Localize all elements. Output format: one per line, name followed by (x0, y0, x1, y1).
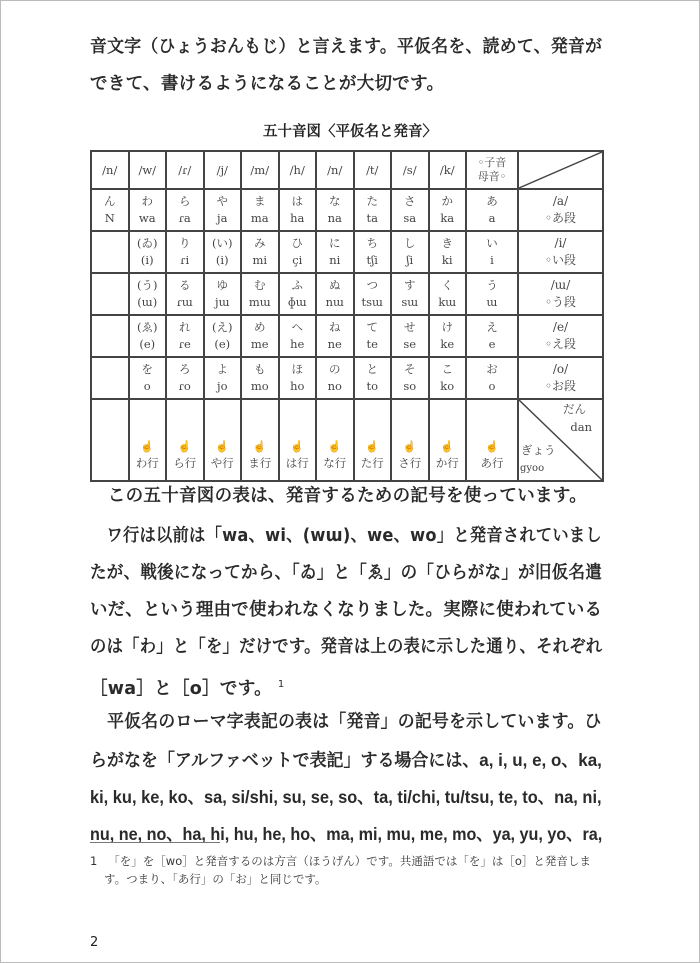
romaji: ɯ (486, 295, 498, 309)
romaji: ʃi (406, 253, 414, 267)
kana: も (254, 362, 266, 376)
pointing-hand-icon: ☝ (252, 440, 267, 453)
gyou-cell (354, 399, 392, 481)
body-line (90, 785, 602, 809)
consonant-header: /j/ (204, 151, 242, 189)
vowel: /o/ (552, 362, 569, 376)
body-text: いだ、という理由で使われなくなりました。実際に使われている (90, 600, 603, 620)
kana-cell (166, 273, 204, 315)
consonant-label: ◦子音 (477, 156, 507, 169)
body-text: 平仮名のローマ字表記の表は「発音」の記号を示しています。ひ (90, 712, 602, 732)
kana: (い) (212, 236, 233, 250)
kana-cell (91, 273, 129, 315)
body-text: ［wa］と［o］です。 (90, 678, 272, 699)
gyou-label: な行 (323, 456, 347, 470)
kana-cell (391, 273, 429, 315)
vowel-cell (518, 315, 603, 357)
vowel: /ɯ/ (550, 278, 571, 292)
vowel-label: 母音◦ (477, 170, 507, 183)
romaji: ɾe (178, 337, 191, 351)
kana-cell (466, 231, 518, 273)
kana: く (441, 278, 453, 292)
pointing-hand-icon: ☝ (485, 440, 499, 453)
kana: い (486, 236, 498, 250)
intro-line-1 (90, 35, 602, 59)
kana: ふ (291, 278, 303, 292)
vowel: /i/ (554, 236, 567, 250)
table-row (91, 357, 603, 399)
romaji: ɾa (178, 211, 191, 225)
romaji: ke (440, 337, 455, 351)
dan: ◦あ段 (544, 211, 577, 225)
footnote-number: 1 (90, 854, 98, 868)
romaji: sa (403, 211, 417, 225)
kana-cell (129, 231, 167, 273)
pointing-hand-icon: ☝ (402, 440, 417, 453)
gyou-label: さ行 (398, 456, 422, 470)
kana: め (254, 320, 266, 334)
romaji: ka (440, 211, 455, 225)
kana: よ (216, 362, 228, 376)
gyou-label: わ行 (135, 456, 159, 470)
romaji: jo (217, 379, 228, 393)
kana-cell (91, 315, 129, 357)
body-line (90, 484, 587, 508)
pointing-hand-icon: ☝ (327, 440, 342, 453)
footnote-rule (90, 842, 220, 843)
body-line (90, 710, 602, 734)
romaji: ho (290, 379, 305, 393)
dan: ◦い段 (544, 253, 577, 267)
kana: そ (404, 362, 416, 376)
kana-cell (429, 231, 467, 273)
gyou-cell (166, 399, 204, 481)
romaji: tʃi (366, 253, 378, 267)
vowel: /e/ (552, 320, 569, 334)
kana-cell (466, 315, 518, 357)
kana-cell (354, 273, 392, 315)
kana-cell (354, 315, 392, 357)
kana-cell (166, 231, 204, 273)
kana-cell (429, 315, 467, 357)
kana: の (329, 362, 341, 376)
gyou-cell (91, 399, 129, 481)
kana: ぬ (329, 278, 341, 292)
consonant-header: /n/ (91, 151, 129, 189)
romaji: ma (250, 211, 269, 225)
footnote (90, 853, 591, 869)
kana-cell (316, 231, 354, 273)
kana: て (366, 320, 378, 334)
kana-cell (166, 357, 204, 399)
romaji: o (488, 379, 496, 393)
kana-cell (316, 273, 354, 315)
kana-cell (204, 357, 242, 399)
dan: ◦お段 (544, 379, 577, 393)
gyou-cell (241, 399, 279, 481)
body-text: たが、戦後になってから、「ゐ」と「ゑ」の「ひらがな」が旧仮名遣 (90, 563, 603, 583)
dan-gyou-cell (518, 399, 603, 481)
romaji: ko (440, 379, 455, 393)
table-caption: 五十音図〈平仮名と発音〉 (263, 124, 437, 140)
dan-label: だん (563, 402, 586, 416)
body-line (90, 561, 602, 585)
kana: ね (329, 320, 341, 334)
kana-cell (241, 189, 279, 231)
body-text: nu, ne, no、ha, hi, hu, he, ho、ma, mi, mu, me, mo、ya, yu, yo、ra, (90, 824, 603, 844)
gyou-label: あ行 (480, 456, 504, 470)
romaji: ja (217, 211, 228, 225)
consonant-header: /h/ (279, 151, 317, 189)
kana-cell (204, 189, 242, 231)
pointing-hand-icon: ☝ (177, 440, 192, 453)
body-line (90, 635, 602, 659)
kana-cell (429, 273, 467, 315)
dan: ◦え段 (544, 337, 577, 351)
romaji: so (403, 379, 417, 393)
kana-cell (354, 189, 392, 231)
consonant-header: /ɾ/ (166, 151, 204, 189)
consonant-header: /w/ (129, 151, 167, 189)
kana-cell (391, 357, 429, 399)
kana: ら (179, 194, 191, 208)
romaji: me (250, 337, 269, 351)
gyou-cell (391, 399, 429, 481)
romaji: ki (441, 253, 453, 267)
kana-cell (391, 189, 429, 231)
gojuon-table (90, 150, 604, 482)
pointing-hand-icon: ☝ (290, 440, 305, 453)
footnote-line-1: 「を」を［wo］と発音するのは方言（ほうげん）です。共通語では「を」は［o］と発音しま (108, 854, 591, 868)
romaji: o (143, 379, 151, 393)
kana: れ (179, 320, 191, 334)
kana-cell (429, 189, 467, 231)
vowel-cell (518, 231, 603, 273)
kana: ろ (179, 362, 191, 376)
kana-cell (466, 273, 518, 315)
romaji: ɸɯ (287, 295, 307, 309)
kana: こ (441, 362, 453, 376)
kana: ほ (291, 362, 303, 376)
vowel-cell (518, 357, 603, 399)
romaji: ɾi (180, 253, 190, 267)
body-line (90, 524, 602, 548)
kana-cell (316, 315, 354, 357)
kana-cell (391, 315, 429, 357)
consonant-header: /s/ (391, 151, 429, 189)
body-text: のは「わ」と「を」だけです。発音は上の表に示した通り、それぞれ (90, 637, 603, 657)
pointing-hand-icon: ☝ (140, 440, 155, 453)
romaji: i (490, 253, 494, 267)
vowel-cell (518, 189, 603, 231)
kana-cell (204, 273, 242, 315)
kana: う (486, 278, 498, 292)
romaji: tsɯ (361, 295, 383, 309)
gyou-cell (204, 399, 242, 481)
dan-romaji: dan (570, 420, 592, 434)
kana-cell (316, 357, 354, 399)
romaji: jɯ (215, 295, 230, 309)
kana-cell (129, 357, 167, 399)
romaji: çi (292, 253, 303, 267)
romaji: se (403, 337, 417, 351)
body-line (90, 673, 285, 701)
romaji: nɯ (325, 295, 344, 309)
kana-cell (241, 315, 279, 357)
kana-cell (429, 357, 467, 399)
romaji: (ɯ) (137, 295, 158, 309)
romaji: (e) (139, 337, 156, 351)
kana: と (366, 362, 378, 376)
kana-cell (204, 315, 242, 357)
kana: せ (404, 320, 416, 334)
gyou-cell (316, 399, 354, 481)
kana-cell (91, 357, 129, 399)
kana: み (254, 236, 266, 250)
romaji: mo (250, 379, 269, 393)
kana: な (329, 194, 341, 208)
gyou-label: た行 (360, 456, 384, 470)
kana: る (179, 278, 191, 292)
gyou-romaji: gyoo (520, 463, 545, 474)
romaji: mɯ (248, 295, 271, 309)
pointing-hand-icon: ☝ (365, 440, 380, 453)
kana: り (179, 236, 191, 250)
kana: ゆ (216, 278, 228, 292)
pointing-hand-icon: ☝ (440, 440, 455, 453)
kana: ひ (291, 236, 303, 250)
kana-cell (279, 273, 317, 315)
kana: え (486, 320, 498, 334)
romaji: a (488, 211, 496, 225)
kana-cell (279, 189, 317, 231)
romaji: ha (290, 211, 305, 225)
romaji: N (104, 211, 115, 225)
kana-cell (129, 273, 167, 315)
kana-cell (204, 231, 242, 273)
pointing-hand-icon: ☝ (215, 440, 230, 453)
kana: (え) (212, 320, 233, 334)
header-row (91, 151, 603, 189)
kana-cell (129, 189, 167, 231)
body-text: ki, ku, ke, ko、sa, si/shi, su, se, so、ta, ti/chi, tu/tsu, te, to、na, ni, (90, 787, 602, 807)
kana: ま (254, 194, 266, 208)
kana: (ゐ) (137, 236, 158, 250)
kana-cell (279, 357, 317, 399)
kana: お (486, 362, 498, 376)
kana: や (216, 194, 228, 208)
kana-cell (91, 231, 129, 273)
kana: き (441, 236, 453, 250)
gyou-label: ら行 (173, 456, 197, 470)
romaji: mi (252, 253, 268, 267)
kana: し (404, 236, 416, 250)
kana: ち (366, 236, 378, 250)
romaji: ɾɯ (176, 295, 193, 309)
kana-cell (91, 189, 129, 231)
romaji: wa (138, 211, 156, 225)
kana-cell (241, 231, 279, 273)
romaji: (i) (140, 253, 154, 267)
table-row (91, 189, 603, 231)
dan: ◦う段 (544, 295, 577, 309)
corner-cell (466, 151, 518, 189)
gyou-label: ぎょう (521, 443, 556, 457)
romaji: (e) (214, 337, 231, 351)
romaji: na (327, 211, 342, 225)
kana: か (441, 194, 453, 208)
kana: す (404, 278, 416, 292)
vowel: /a/ (552, 194, 569, 208)
kana: む (254, 278, 266, 292)
kana: わ (141, 194, 153, 208)
gyou-label: か行 (435, 456, 459, 470)
kana-cell (241, 273, 279, 315)
romaji: e (488, 337, 496, 351)
gyou-cell (429, 399, 467, 481)
gyou-label: は行 (285, 456, 309, 470)
romaji: no (327, 379, 342, 393)
kana: を (141, 362, 153, 376)
kana-cell (166, 315, 204, 357)
kana: ん (104, 194, 116, 208)
kana: け (441, 320, 453, 334)
romaji: ne (327, 337, 342, 351)
table-row (91, 315, 603, 357)
kana: さ (404, 194, 416, 208)
kana-cell (279, 315, 317, 357)
kana: あ (486, 194, 498, 208)
kana: (ゑ) (137, 320, 158, 334)
vowel-cell (518, 273, 603, 315)
romaji: sɯ (401, 295, 419, 309)
body-text: ワ行は以前は「wa、wi、(wɯ)、we、wo」と発音されていまし (90, 526, 602, 546)
bold-term: 音文字 (90, 37, 142, 57)
romaji: ta (366, 211, 378, 225)
kana-cell (466, 357, 518, 399)
kana-cell (279, 231, 317, 273)
romaji: (i) (215, 253, 229, 267)
kana-cell (466, 189, 518, 231)
intro-line-2: できて、書けるようになることが大切です。 (90, 74, 445, 94)
body-text: らがなを「アルファベットで表記」する場合には、a, i, u, e, o、ka, (90, 750, 602, 770)
kana: は (291, 194, 303, 208)
diagonal-cell (518, 151, 603, 189)
consonant-header: /n/ (316, 151, 354, 189)
intro-text: （ひょうおんもじ）と言えます。平仮名を、読めて、発音が (141, 37, 603, 57)
gyou-label: ま行 (248, 456, 272, 470)
kana-cell (316, 189, 354, 231)
kana-cell (354, 231, 392, 273)
gyou-cell (129, 399, 167, 481)
footnote-line-2: す。つまり、「あ行」の「お」と同じです。 (104, 872, 327, 886)
table-row (91, 273, 603, 315)
consonant-header: /t/ (354, 151, 392, 189)
romaji: te (366, 337, 378, 351)
consonant-header: /m/ (241, 151, 279, 189)
kana: つ (366, 278, 378, 292)
gyou-label: や行 (210, 456, 234, 470)
gyou-row (91, 399, 603, 481)
body-line (90, 748, 602, 772)
page-number: 2 (90, 935, 99, 950)
kana-cell (129, 315, 167, 357)
romaji: ni (329, 253, 341, 267)
kana: (う) (137, 278, 158, 292)
footnote-ref: 1 (277, 679, 285, 690)
romaji: ɾo (178, 379, 191, 393)
gyou-cell (279, 399, 317, 481)
romaji: he (290, 337, 305, 351)
romaji: to (366, 379, 379, 393)
consonant-header: /k/ (429, 151, 467, 189)
kana: た (366, 194, 378, 208)
kana-cell (391, 231, 429, 273)
kana-cell (241, 357, 279, 399)
body-text: この五十音図の表は、発音するための記号を使っています。 (90, 486, 587, 506)
kana-cell (166, 189, 204, 231)
kana: に (329, 236, 341, 250)
kana: へ (291, 320, 303, 334)
romaji: kɯ (438, 295, 457, 309)
gyou-cell (466, 399, 518, 481)
kana-cell (354, 357, 392, 399)
body-line (90, 598, 602, 622)
table-row (91, 231, 603, 273)
